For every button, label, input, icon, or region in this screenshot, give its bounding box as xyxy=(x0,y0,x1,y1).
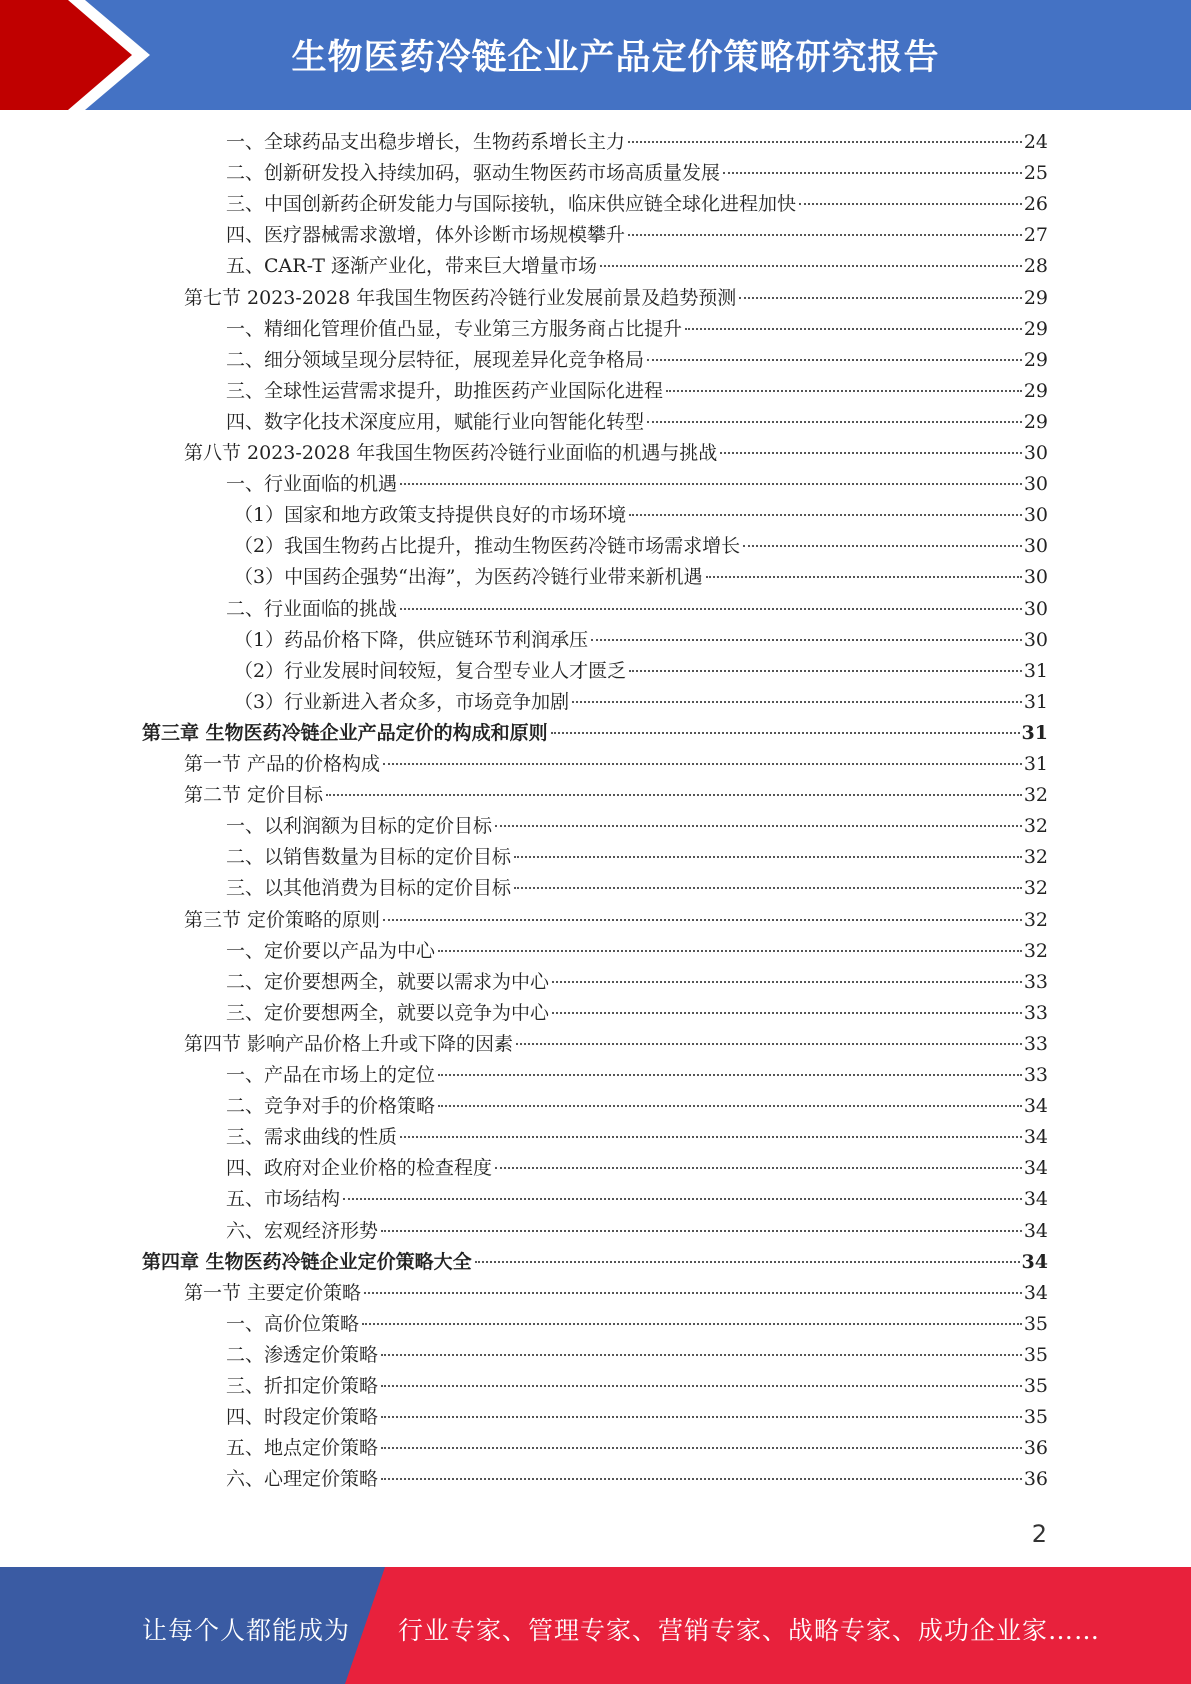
header-arrow-decoration xyxy=(0,0,150,110)
toc-entry-label: 一、高价位策略 xyxy=(226,1312,360,1335)
toc-dot-leader xyxy=(552,981,1022,983)
toc-entry-label: 第二节 定价目标 xyxy=(184,784,324,807)
toc-entry-label: 二、定价要想两全，就要以需求为中心 xyxy=(226,970,550,993)
toc-entry-label: （2）行业发展时间较短，复合型专业人才匮乏 xyxy=(234,659,627,682)
toc-entry-label: 第四章 生物医药冷链企业定价策略大全 xyxy=(142,1250,472,1273)
toc-entry-label: 六、心理定价策略 xyxy=(226,1468,379,1491)
toc-item-entry[interactable] xyxy=(226,873,1048,904)
toc-item-entry[interactable] xyxy=(226,220,1048,251)
toc-item-entry[interactable] xyxy=(234,500,1048,531)
toc-dot-leader xyxy=(706,576,1022,578)
toc-dot-leader xyxy=(628,234,1022,236)
toc-dot-leader xyxy=(647,359,1022,361)
toc-item-entry[interactable] xyxy=(226,1464,1048,1495)
toc-entry-page: 34 xyxy=(1023,1219,1048,1242)
toc-item-entry[interactable] xyxy=(226,345,1048,376)
toc-entry-page: 34 xyxy=(1021,1250,1048,1273)
toc-item-entry[interactable] xyxy=(226,1402,1048,1433)
toc-dot-leader xyxy=(591,639,1022,641)
toc-entry-label: （3）中国药企强势“出海”，为医药冷链行业带来新机遇 xyxy=(234,566,703,589)
toc-dot-leader xyxy=(438,1105,1022,1107)
toc-dot-leader xyxy=(381,1478,1022,1480)
toc-entry-label: 四、数字化技术深度应用，赋能行业向智能化转型 xyxy=(226,410,645,433)
toc-entry-label: 四、时段定价策略 xyxy=(226,1406,379,1429)
toc-dot-leader xyxy=(381,1416,1022,1418)
toc-entry-label: （2）我国生物药占比提升，推动生物医药冷链市场需求增长 xyxy=(234,535,741,558)
toc-dot-leader xyxy=(685,328,1022,330)
toc-dot-leader xyxy=(600,265,1022,267)
toc-entry-page: 30 xyxy=(1023,628,1048,651)
toc-entry-page: 34 xyxy=(1023,1095,1048,1118)
toc-dot-leader xyxy=(552,1012,1022,1014)
toc-entry-label: 四、医疗器械需求激增，体外诊断市场规模攀升 xyxy=(226,224,626,247)
toc-item-entry[interactable] xyxy=(226,1184,1048,1215)
toc-chapter-entry[interactable] xyxy=(142,1247,1048,1278)
toc-entry-page: 26 xyxy=(1023,193,1048,216)
toc-entry-label: 二、行业面临的挑战 xyxy=(226,597,398,620)
toc-item-entry[interactable] xyxy=(226,936,1048,967)
toc-entry-page: 34 xyxy=(1023,1126,1048,1149)
toc-item-entry[interactable] xyxy=(226,469,1048,500)
toc-dot-leader xyxy=(572,701,1022,703)
toc-section-entry[interactable] xyxy=(184,283,1048,314)
toc-entry-page: 29 xyxy=(1023,286,1048,309)
toc-entry-page: 32 xyxy=(1023,784,1048,807)
toc-item-entry[interactable] xyxy=(226,158,1048,189)
toc-dot-leader xyxy=(647,421,1022,423)
toc-item-entry[interactable] xyxy=(234,531,1048,562)
toc-dot-leader xyxy=(514,856,1022,858)
toc-entry-label: 三、以其他消费为目标的定价目标 xyxy=(226,877,512,900)
toc-entry-label: 四、政府对企业价格的检查程度 xyxy=(226,1157,493,1180)
toc-item-entry[interactable] xyxy=(226,1216,1048,1247)
toc-item-entry[interactable] xyxy=(234,562,1048,593)
toc-entry-page: 31 xyxy=(1023,753,1048,775)
page-header xyxy=(0,0,1191,110)
toc-item-entry[interactable] xyxy=(226,314,1048,345)
toc-item-entry[interactable] xyxy=(226,967,1048,998)
toc-entry-label: （3）行业新进入者众多，市场竞争加剧 xyxy=(234,690,570,713)
toc-dot-leader xyxy=(381,1447,1022,1449)
toc-entry-page: 32 xyxy=(1023,815,1048,838)
toc-dot-leader xyxy=(720,452,1022,454)
toc-item-entry[interactable] xyxy=(226,811,1048,842)
toc-dot-leader xyxy=(438,950,1022,952)
toc-dot-leader xyxy=(381,1354,1022,1356)
toc-dot-leader xyxy=(629,514,1022,516)
toc-item-entry[interactable] xyxy=(226,1340,1048,1371)
toc-dot-leader xyxy=(495,825,1022,827)
toc-dot-leader xyxy=(364,1292,1022,1294)
toc-item-entry[interactable] xyxy=(226,127,1048,158)
toc-entry-page: 33 xyxy=(1023,1032,1048,1055)
toc-entry-label: 第四节 影响产品价格上升或下降的因素 xyxy=(184,1032,514,1055)
toc-entry-page: 28 xyxy=(1023,255,1048,278)
toc-entry-page: 34 xyxy=(1023,1157,1048,1180)
toc-dot-leader xyxy=(743,545,1022,547)
page-number: 2 xyxy=(1031,1520,1047,1548)
toc-entry-label: 一、全球药品支出稳步增长，生物药系增长主力 xyxy=(226,131,626,153)
toc-entry-label: （1）药品价格下降，供应链环节利润承压 xyxy=(234,628,589,651)
toc-dot-leader xyxy=(383,919,1022,921)
toc-item-entry[interactable] xyxy=(234,625,1048,656)
toc-entry-label: 第一节 主要定价策略 xyxy=(184,1281,362,1304)
toc-item-entry[interactable] xyxy=(226,1371,1048,1402)
toc-item-entry[interactable] xyxy=(226,1309,1048,1340)
toc-entry-label: 三、中国创新药企研发能力与国际接轨，临床供应链全球化进程加快 xyxy=(226,193,797,216)
toc-entry-label: 三、全球性运营需求提升，助推医药产业国际化进程 xyxy=(226,379,664,402)
toc-entry-label: 第一节 产品的价格构成 xyxy=(184,753,381,775)
toc-entry-page: 34 xyxy=(1023,1281,1048,1304)
toc-entry-page: 36 xyxy=(1023,1437,1048,1460)
toc-item-entry[interactable] xyxy=(226,376,1048,407)
toc-entry-label: 一、精细化管理价值凸显，专业第三方服务商占比提升 xyxy=(226,317,683,340)
toc-entry-page: 30 xyxy=(1023,597,1048,620)
toc-entry-label: 二、创新研发投入持续加码，驱动生物医药市场高质量发展 xyxy=(226,162,721,185)
toc-entry-page: 35 xyxy=(1023,1406,1048,1429)
toc-entry-label: 五、市场结构 xyxy=(226,1188,341,1211)
footer-slogan-right: 行业专家、管理专家、营销专家、战略专家、成功企业家…… xyxy=(398,1616,1101,1645)
toc-entry-page: 32 xyxy=(1023,877,1048,900)
toc-dot-leader xyxy=(400,1136,1022,1138)
toc-dot-leader xyxy=(438,1074,1022,1076)
document-title: 生物医药冷链企业产品定价策略研究报告 xyxy=(291,38,940,78)
toc-entry-label: 二、细分领域呈现分层特征，展现差异化竞争格局 xyxy=(226,348,645,371)
toc-entry-page: 35 xyxy=(1023,1312,1048,1335)
toc-entry-label: 第三章 生物医药冷链企业产品定价的构成和原则 xyxy=(142,721,548,744)
toc-section-entry[interactable] xyxy=(184,749,1048,780)
toc-dot-leader xyxy=(495,1167,1022,1169)
toc-entry-page: 29 xyxy=(1023,348,1048,371)
toc-entry-label: 一、产品在市场上的定位 xyxy=(226,1064,436,1086)
toc-entry-page: 35 xyxy=(1023,1375,1048,1397)
toc-entry-page: 33 xyxy=(1023,1001,1048,1024)
toc-entry-page: 30 xyxy=(1023,566,1048,589)
toc-dot-leader xyxy=(381,1230,1022,1232)
toc-entry-label: （1）国家和地方政策支持提供良好的市场环境 xyxy=(234,504,627,527)
toc-dot-leader xyxy=(799,203,1022,205)
toc-entry-page: 24 xyxy=(1023,131,1048,153)
toc-item-entry[interactable] xyxy=(226,1091,1048,1122)
toc-section-entry[interactable] xyxy=(184,905,1048,936)
toc-dot-leader xyxy=(628,141,1022,143)
toc-item-entry[interactable] xyxy=(226,594,1048,625)
toc-dot-leader xyxy=(551,732,1020,734)
toc-entry-page: 25 xyxy=(1023,162,1048,185)
toc-entry-label: 第三节 定价策略的原则 xyxy=(184,908,381,931)
toc-entry-label: 一、行业面临的机遇 xyxy=(226,473,398,496)
toc-entry-page: 30 xyxy=(1023,473,1048,496)
toc-entry-label: 三、定价要想两全，就要以竞争为中心 xyxy=(226,1001,550,1024)
toc-entry-label: 五、地点定价策略 xyxy=(226,1437,379,1460)
toc-entry-page: 36 xyxy=(1023,1468,1048,1491)
toc-item-entry[interactable] xyxy=(226,189,1048,220)
toc-item-entry[interactable] xyxy=(234,656,1048,687)
toc-entry-label: 第七节 2023-2028 年我国生物医药冷链行业发展前景及趋势预测 xyxy=(184,286,737,309)
toc-entry-page: 31 xyxy=(1021,721,1048,744)
toc-entry-page: 32 xyxy=(1023,939,1048,962)
toc-entry-page: 32 xyxy=(1023,846,1048,869)
toc-entry-page: 34 xyxy=(1023,1188,1048,1211)
toc-entry-page: 27 xyxy=(1023,224,1048,247)
toc-entry-page: 31 xyxy=(1023,690,1048,713)
toc-section-entry[interactable] xyxy=(184,1278,1048,1309)
toc-item-entry[interactable] xyxy=(226,1060,1048,1091)
toc-item-entry[interactable] xyxy=(226,842,1048,873)
toc-entry-page: 29 xyxy=(1023,379,1048,402)
toc-entry-label: 一、定价要以产品为中心 xyxy=(226,939,436,962)
toc-entry-label: 三、折扣定价策略 xyxy=(226,1375,379,1397)
toc-entry-page: 29 xyxy=(1023,410,1048,433)
toc-entry-page: 30 xyxy=(1023,442,1048,464)
toc-dot-leader xyxy=(343,1198,1022,1200)
toc-dot-leader xyxy=(362,1323,1022,1325)
toc-chapter-entry[interactable] xyxy=(142,718,1048,749)
toc-entry-label: 第八节 2023-2028 年我国生物医药冷链行业面临的机遇与挑战 xyxy=(184,442,718,464)
toc-section-entry[interactable] xyxy=(184,438,1048,469)
toc-entry-page: 29 xyxy=(1023,317,1048,340)
toc-entry-label: 一、以利润额为目标的定价目标 xyxy=(226,815,493,838)
toc-dot-leader xyxy=(629,670,1022,672)
toc-item-entry[interactable] xyxy=(226,1153,1048,1184)
toc-dot-leader xyxy=(326,794,1022,796)
toc-entry-label: 五、CAR-T 逐渐产业化，带来巨大增量市场 xyxy=(226,255,598,278)
toc-entry-page: 30 xyxy=(1023,535,1048,558)
toc-entry-page: 32 xyxy=(1023,908,1048,931)
toc-entry-label: 六、宏观经济形势 xyxy=(226,1219,379,1242)
toc-item-entry[interactable] xyxy=(226,251,1048,282)
toc-section-entry[interactable] xyxy=(184,780,1048,811)
toc-item-entry[interactable] xyxy=(226,407,1048,438)
toc-entry-label: 二、竞争对手的价格策略 xyxy=(226,1095,436,1118)
toc-item-entry[interactable] xyxy=(226,998,1048,1029)
toc-dot-leader xyxy=(383,763,1022,765)
toc-dot-leader xyxy=(739,297,1022,299)
toc-entry-page: 33 xyxy=(1023,970,1048,993)
page-footer xyxy=(0,1567,1191,1684)
toc-entry-label: 二、渗透定价策略 xyxy=(226,1343,379,1366)
toc-item-entry[interactable] xyxy=(234,687,1048,718)
toc-dot-leader xyxy=(666,390,1022,392)
toc-dot-leader xyxy=(400,483,1022,485)
toc-entry-page: 35 xyxy=(1023,1343,1048,1366)
toc-item-entry[interactable] xyxy=(226,1433,1048,1464)
toc-section-entry[interactable] xyxy=(184,1029,1048,1060)
toc-entry-label: 三、需求曲线的性质 xyxy=(226,1126,398,1149)
toc-entry-page: 31 xyxy=(1023,659,1048,682)
toc-entry-label: 二、以销售数量为目标的定价目标 xyxy=(226,846,512,869)
toc-dot-leader xyxy=(400,608,1022,610)
toc-dot-leader xyxy=(516,1043,1022,1045)
footer-slogan-left: 让每个人都能成为 xyxy=(142,1616,351,1645)
toc-dot-leader xyxy=(723,172,1022,174)
toc-entry-page: 30 xyxy=(1023,504,1048,527)
toc-dot-leader xyxy=(381,1385,1022,1387)
toc-entry-page: 33 xyxy=(1023,1064,1048,1086)
toc-item-entry[interactable] xyxy=(226,1122,1048,1153)
toc-dot-leader xyxy=(514,887,1022,889)
toc-dot-leader xyxy=(475,1261,1020,1263)
